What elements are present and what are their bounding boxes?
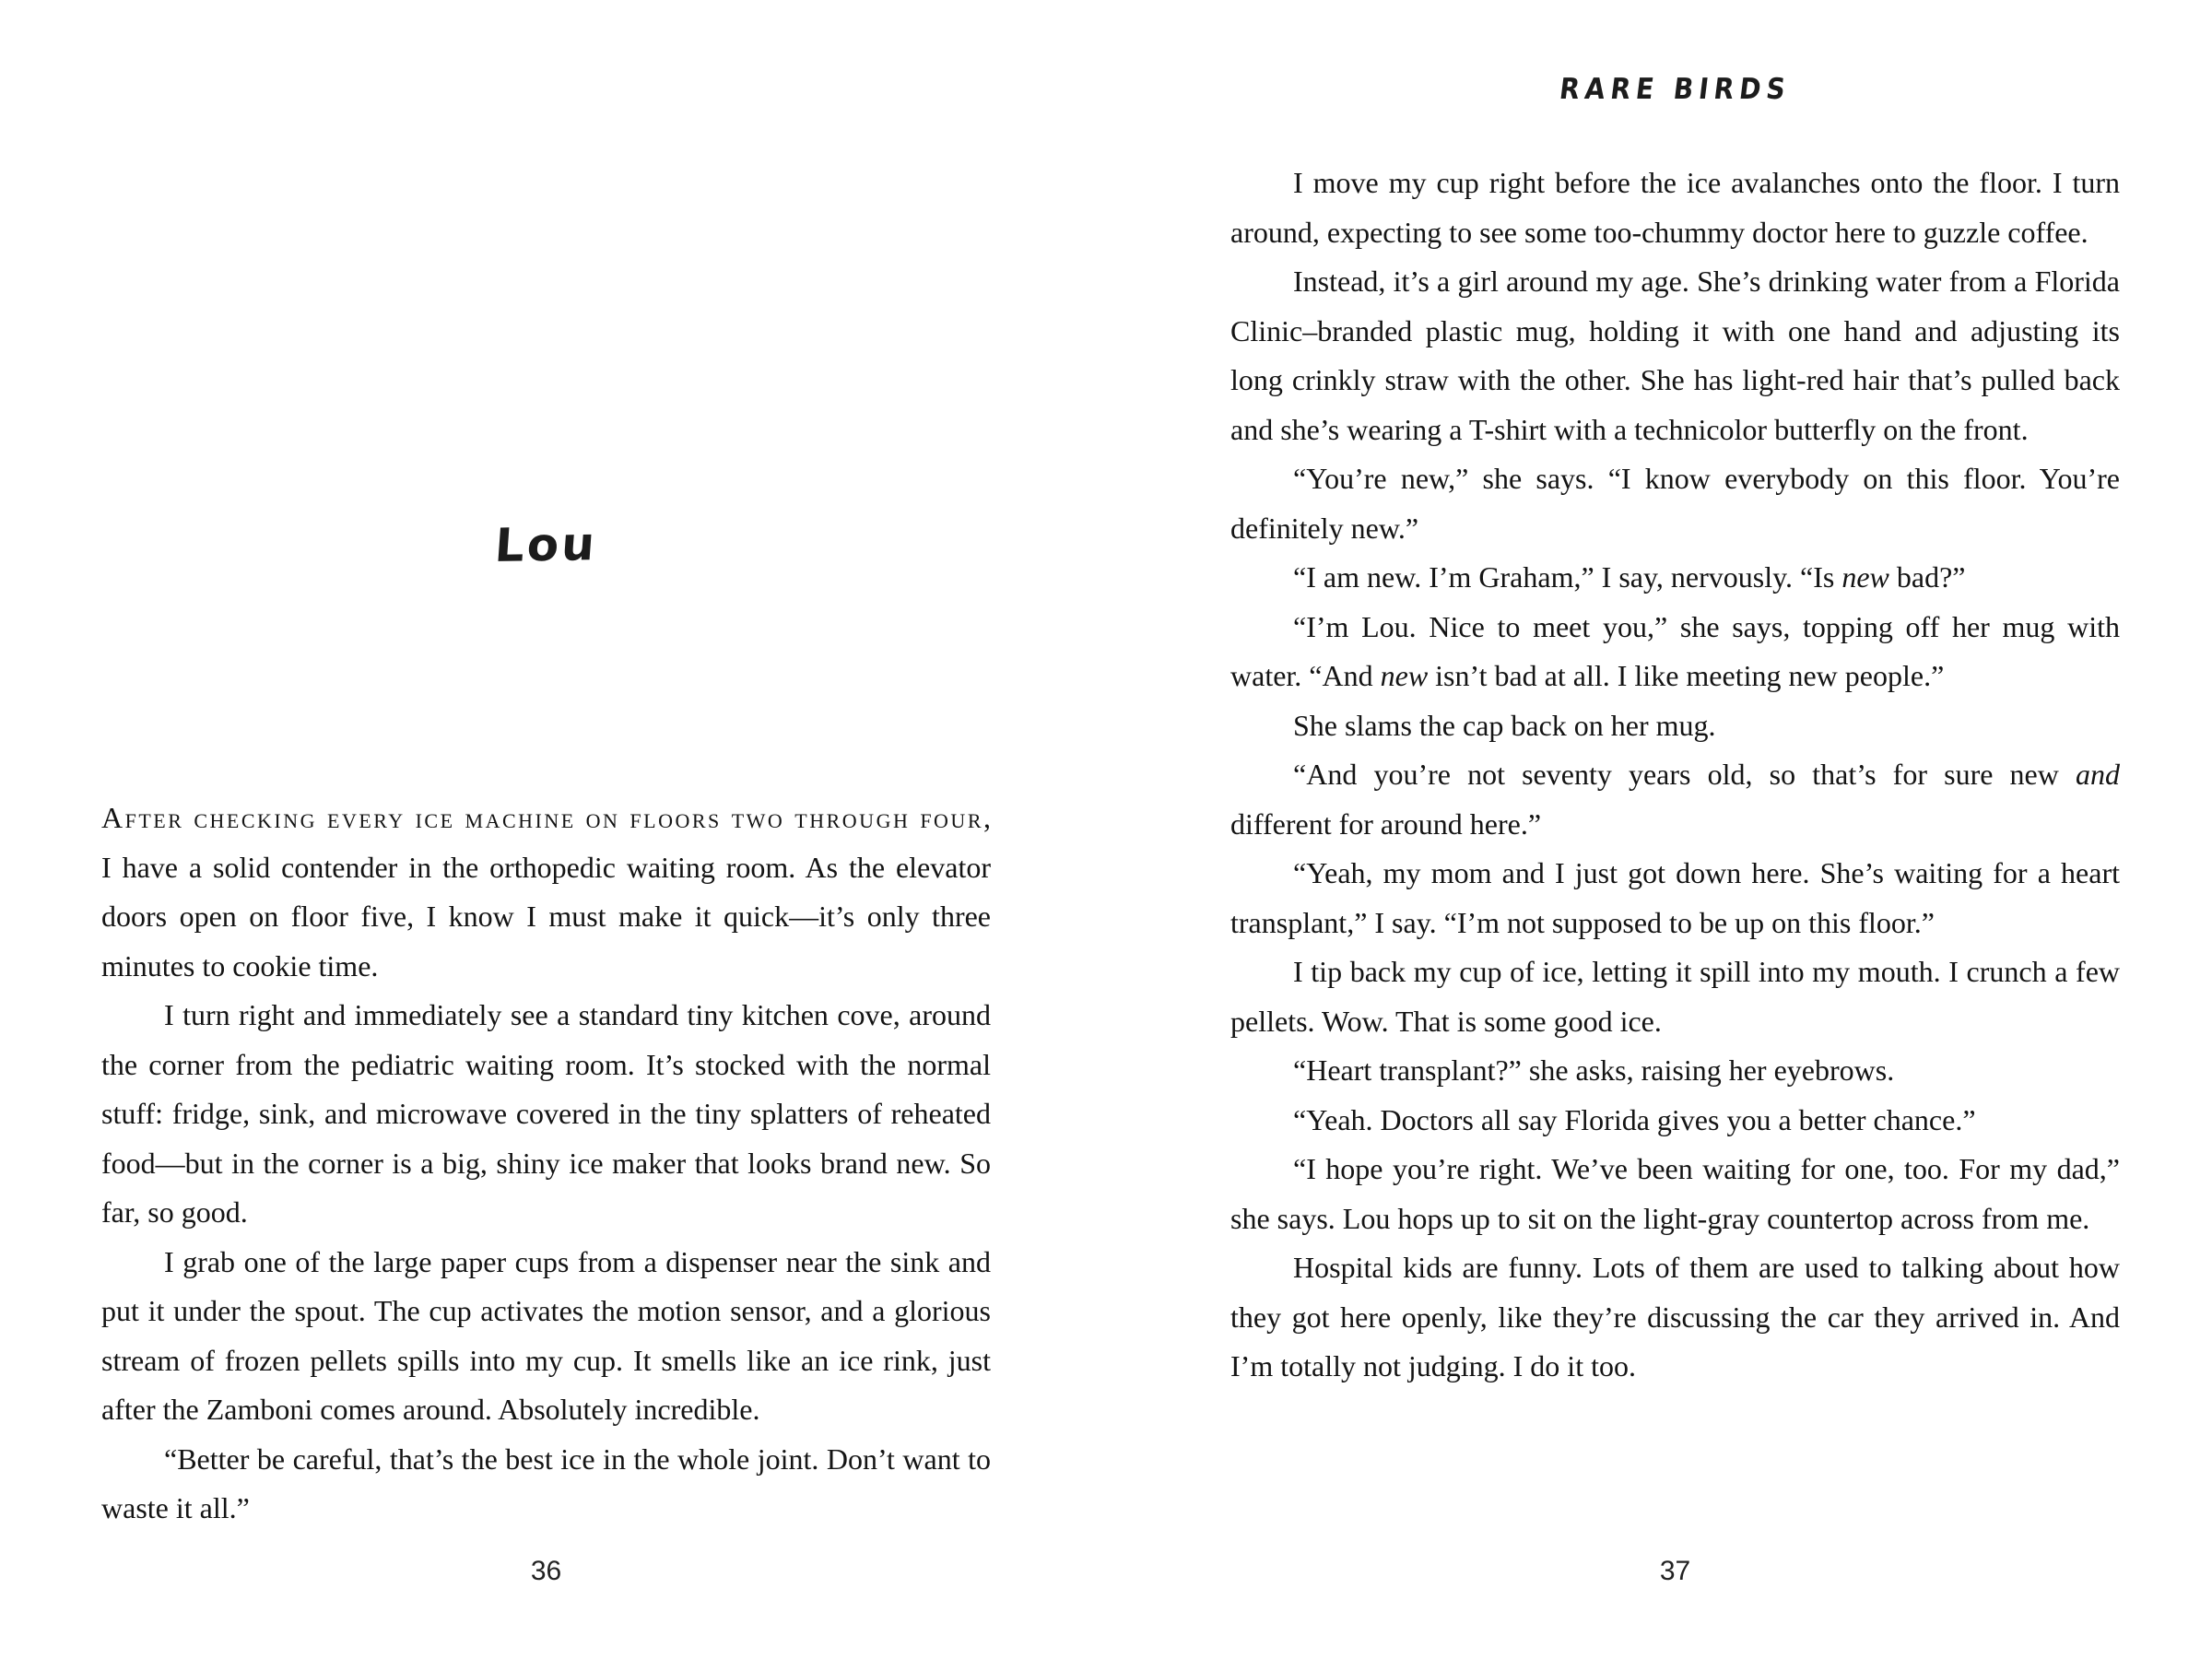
left-page-body (101, 794, 991, 1534)
text-run: “Yeah. Doctors all say Florida gives you a better chance.” (1293, 1102, 1976, 1136)
text-run: She slams the cap back on her mug. (1293, 708, 1716, 742)
page-right (1106, 0, 2212, 1659)
text-run: and (2076, 758, 2120, 791)
paragraph (101, 1435, 991, 1534)
text-run: new (1380, 659, 1429, 692)
text-run: After checking every ice machine on floors two through four (101, 801, 983, 834)
paragraph (101, 991, 991, 1238)
text-run: “I am new. I’m Graham,” I say, nervously. “Is (1293, 560, 1842, 594)
paragraph (1230, 1046, 2120, 1096)
text-run: Instead, it’s a girl around my age. She’s drinking water from a Florida Clinic–branded plastic mug, holding it with one hand and adjusting its long crinkly straw with the other. She has light-red hair that’s pulled back and she’s wearing a T-shirt with a technicolor butterfly on the front. (1230, 265, 2120, 446)
text-run: different for around here.” (1230, 806, 1542, 841)
paragraph (1230, 553, 2120, 603)
text-run: I tip back my cup of ice, letting it spill into my mouth. I crunch a few pellets. Wow. That is some good ice. (1230, 955, 2120, 1038)
right-page-body (1230, 159, 2120, 1392)
text-run: “I’m Lou. Nice to meet you,” she says, topping off her mug with water. “And (1230, 609, 2120, 692)
paragraph (1230, 1243, 2120, 1392)
paragraph (1230, 159, 2120, 257)
text-run: “You’re new,” she says. “I know everybody on this floor. You’re definitely new.” (1230, 462, 2120, 545)
paragraph (1230, 257, 2120, 454)
paragraph (101, 794, 991, 991)
text-run: “I hope you’re right. We’ve been waiting for one, too. For my dad,” she says. Lou hops up to sit on the light-gray countertop across from me. (1230, 1152, 2120, 1235)
text-run: , I have a solid contender in the orthopedic waiting room. As the elevator doors open on floor five, I know I must make it quick—it’s only three minutes to cookie time. (101, 801, 991, 982)
text-run: “Yeah, my mom and I just got down here. She’s waiting for a heart transplant,” I say. “I’m not supposed to be up on this floor.” (1230, 856, 2120, 939)
paragraph (1230, 750, 2120, 849)
paragraph (1230, 1096, 2120, 1146)
paragraph (1230, 701, 2120, 751)
paragraph (1230, 454, 2120, 553)
text-run: new (1841, 560, 1889, 594)
text-run: “And you’re not seventy years old, so that’s for sure new (1293, 758, 2076, 791)
text-run: Hospital kids are funny. Lots of them are used to talking about how they got here openly, like they’re discussing the car they arrived in. And I’m totally not judging. I do it too. (1230, 1251, 2120, 1382)
paragraph (101, 1238, 991, 1435)
page-number-right: 37 (1659, 1556, 1691, 1586)
text-run: I grab one of the large paper cups from a dispenser near the sink and put it under the spout. The cup activates the motion sensor, and a glorious stream of frozen pellets spills into my cup. It smells like an ice rink, just after the Zamboni comes around. Absolutely incredible. (101, 1244, 991, 1426)
text-run: “Heart transplant?” she asks, raising her eyebrows. (1293, 1053, 1895, 1087)
paragraph (1230, 947, 2120, 1046)
text-run: I turn right and immediately see a standard tiny kitchen cove, around the corner from the pediatric waiting room. It’s stocked with the normal stuff: fridge, sink, and microwave covered in the tiny splatters of reheated food—but in the corner is a big, shiny ice maker that looks brand new. So far, so good. (101, 998, 991, 1229)
paragraph (1230, 603, 2120, 701)
text-run: isn’t bad at all. I like meeting new people.” (1428, 659, 1945, 692)
paragraph (1230, 849, 2120, 947)
text-run: I move my cup right before the ice avalanches onto the floor. I turn around, expecting to see some too-chummy doctor here to guzzle coffee. (1230, 166, 2120, 249)
page-number-left: 36 (530, 1556, 562, 1586)
text-run: bad?” (1888, 560, 1966, 594)
paragraph (1230, 1145, 2120, 1243)
text-run: “Better be careful, that’s the best ice in the whole joint. Don’t want to waste it all.” (101, 1441, 991, 1524)
running-header: RARE BIRDS (1558, 72, 1793, 106)
chapter-title: Lou (492, 517, 600, 572)
